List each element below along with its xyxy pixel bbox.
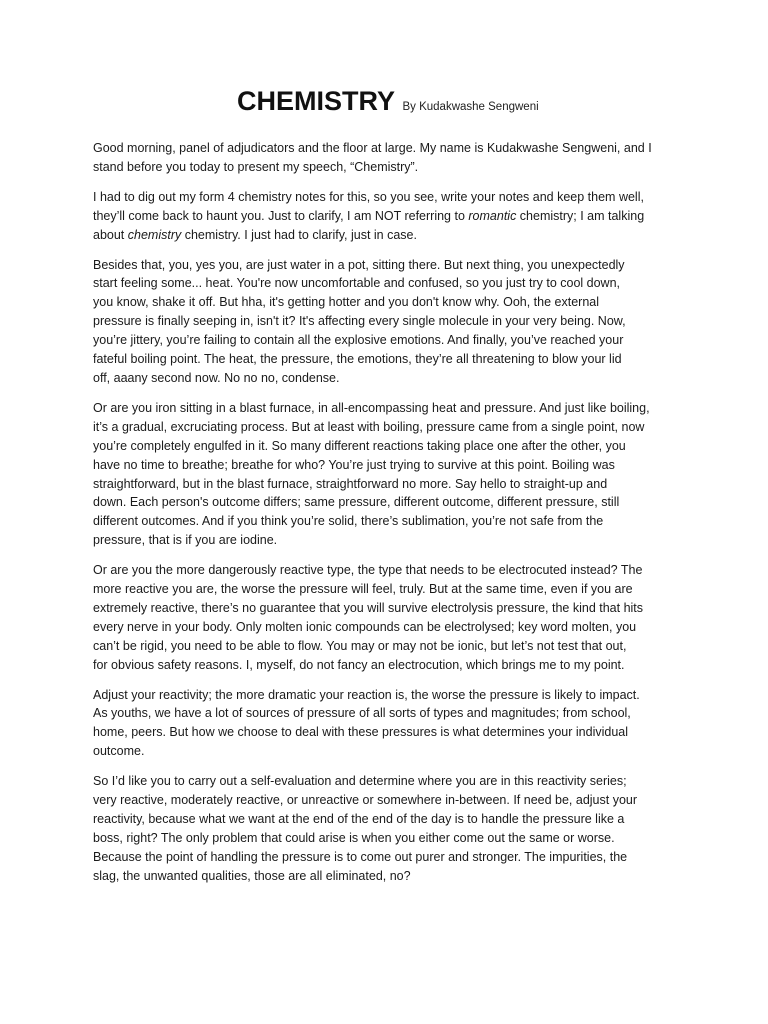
text-line: Besides that, you, yes you, are just water in a pot, sitting there. But next thing, you unexpectedly [93, 257, 625, 272]
text-line: straightforward, but in the blast furnace, straightforward no more. Say hello to straight-up and [93, 476, 608, 491]
text-line [93, 226, 677, 245]
text-line: reactivity, because what we want at the end of the end of the day is to handle the pressure like a [93, 812, 625, 826]
text-line: boss, right? The only problem that could arise is when you either come out the same or worse. [93, 830, 615, 845]
text-line: start feeling some... heat. You're now uncomfortable and confused, so you just try to cool down, [93, 276, 621, 291]
text-line: for obvious safety reasons. I, myself, do not fancy an electrocution, which brings me to my point. [93, 657, 625, 672]
title-line [237, 86, 539, 117]
text-line [93, 207, 677, 226]
text-line: Or are you iron sitting in a blast furnace, in all-encompassing heat and pressure. And just like boiling, [93, 400, 650, 415]
text-line: outcome. [93, 744, 145, 759]
document-body [93, 139, 677, 897]
text-line: it’s a gradual, excruciating process. But at least with boiling, pressure came from a single point, now [93, 419, 645, 434]
paragraph [93, 399, 677, 550]
text-line: Good morning, panel of adjudicators and the floor at large. My name is Kudakwashe Sengweni, and I [93, 141, 652, 155]
paragraph [93, 188, 677, 245]
text-line: more reactive you are, the worse the pressure will feel, truly. But at the same time, even if you are [93, 582, 633, 597]
text-line: you’re completely engulfed in it. So many different reactions taking place one after the other, you [93, 438, 626, 453]
text-line: down. Each person's outcome differs; same pressure, different outcome, different pressure, still [93, 495, 620, 510]
text-line: As youths, we have a lot of sources of pressure of all sorts of types and magnitudes; from school, [93, 706, 631, 721]
text-line: have no time to breathe; breathe for who? You’re just trying to survive at this point. Boiling was [93, 457, 615, 472]
text-line: you know, shake it off. But hha, it's getting hotter and you don't know why. Ooh, the external [93, 295, 600, 310]
text-line: fateful boiling point. The heat, the pressure, the emotions, they’re all threatening to blow your lid [93, 352, 622, 367]
document-title: CHEMISTRY [237, 86, 396, 116]
paragraph [93, 256, 677, 388]
paragraph [93, 139, 677, 177]
text-line: can’t be rigid, you need to be able to flow. You may or may not be ionic, but let’s not test that out, [93, 638, 627, 653]
text-line: I had to dig out my form 4 chemistry notes for this, so you see, write your notes and keep them well, [93, 189, 644, 204]
italic-text-run: chemistry [127, 227, 182, 242]
italic-text-run: romantic [468, 208, 517, 223]
text-line: pressure, that is if you are iodine. [93, 533, 278, 548]
paragraph [93, 772, 677, 885]
text-run: chemistry; I am talking [516, 208, 645, 223]
text-line: slag, the unwanted qualities, those are all eliminated, no? [93, 868, 411, 883]
text-line: off, aaany second now. No no no, condense. [93, 370, 340, 385]
text-line: stand before you today to present my speech, “Chemistry”. [93, 159, 419, 174]
text-run: chemistry. I just had to clarify, just in case. [181, 227, 417, 242]
text-line: Because the point of handling the pressure is to come out purer and stronger. The impurities, the [93, 849, 628, 864]
text-line: every nerve in your body. Only molten ionic compounds can be electrolysed; key word molten, you [93, 619, 637, 634]
text-line: Or are you the more dangerously reactive type, the type that needs to be electrocuted instead? The [93, 563, 643, 578]
paragraph [93, 686, 677, 762]
text-line: So I’d like you to carry out a self-evaluation and determine where you are in this reactivity series; [93, 774, 627, 789]
text-line: you’re jittery, you’re failing to contain all the explosive emotions. And finally, you’ve reached your [93, 333, 624, 348]
text-line: pressure is finally seeping in, isn't it? It's affecting every single molecule in your very being. Now, [93, 314, 626, 329]
text-run: they’ll come back to haunt you. Just to clarify, I am NOT referring to [93, 208, 469, 223]
text-line: home, peers. But how we choose to deal with these pressures is what determines your individual [93, 725, 629, 740]
text-line: extremely reactive, there’s no guarantee that you will survive electrolysis pressure, the kind that hits [93, 600, 644, 615]
text-line: different outcomes. And if you think you’re solid, there’s sublimation, you’re not safe from the [93, 514, 604, 529]
author-byline: By Kudakwashe Sengweni [402, 101, 539, 113]
text-run: about [93, 227, 128, 242]
paragraph [93, 561, 677, 674]
text-line: Adjust your reactivity; the more dramatic your reaction is, the worse the pressure is likely to impact. [93, 687, 640, 702]
text-line: very reactive, moderately reactive, or unreactive or somewhere in-between. If need be, adjust your [93, 793, 638, 808]
